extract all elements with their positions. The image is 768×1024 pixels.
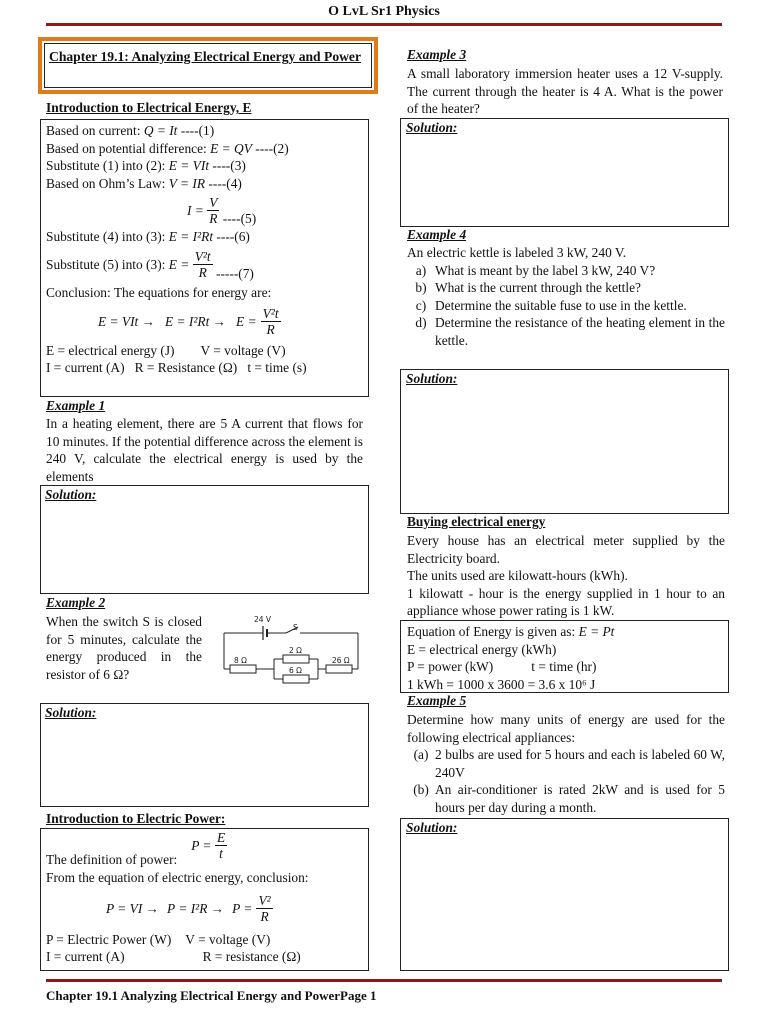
circuit-switch-label: S bbox=[293, 623, 298, 632]
example-4-item-d: d) Determine the resistance of the heating element in the kettle. bbox=[415, 315, 725, 348]
example-4-solution-label: Solution: bbox=[406, 371, 458, 386]
example-5-text: Determine how many units of energy are used for the following electrical appliances: bbox=[407, 712, 725, 745]
power-legend-2: I = current (A) R = resistance (Ω) bbox=[46, 949, 301, 965]
example-2-text: When the switch S is closed for 5 minutes, calculate the energy produced in the resistor of 6 Ω? bbox=[46, 614, 202, 682]
energy-line-2: Based on potential difference: E = QV ----(2) bbox=[46, 140, 289, 156]
example-4-solution-box bbox=[400, 369, 729, 514]
example-5-item-b: (b) An air-conditioner is rated 2kW and is used for 5 hours per day during a month. bbox=[413, 782, 725, 815]
power-intro-box bbox=[40, 828, 369, 971]
example-3-heading: Example 3 bbox=[407, 47, 467, 62]
energy-equation-line-3: P = power (kW) t = time (hr) bbox=[407, 659, 597, 675]
chapter-title: Chapter 19.1: Analyzing Electrical Energy and Power bbox=[49, 49, 361, 64]
circuit-battery-label: 24 V bbox=[254, 615, 272, 624]
power-intro-heading: Introduction to Electric Power: bbox=[46, 811, 226, 826]
example-3-solution-box bbox=[400, 118, 729, 227]
power-legend-1: P = Electric Power (W) V = voltage (V) bbox=[46, 931, 271, 947]
example-1-solution-label: Solution: bbox=[45, 487, 97, 502]
example-5-item-a: (a) 2 bulbs are used for 5 hours and each is labeled 60 W, 240V bbox=[413, 747, 725, 780]
energy-legend-2: I = current (A) R = Resistance (Ω) t = time (s) bbox=[46, 360, 307, 376]
energy-equation-line-1: Equation of Energy is given as: E = Pt bbox=[407, 624, 615, 639]
example-1-text: In a heating element, there are 5 A current that flows for 10 minutes. If the potential difference across the element is 240 V, calculate the electrical energy is used by the elements bbox=[46, 416, 363, 484]
power-conclusion: From the equation of electric energy, conclusion: bbox=[46, 870, 309, 885]
energy-line-7: Substitute (5) into (3): E = $\frac{\text{V²t}}{R}$ -----(7) bbox=[46, 249, 254, 282]
page-header-title: O LvL Sr1 Physics bbox=[328, 4, 440, 19]
power-definition: The definition of power: P = $\frac{E}{t}$ bbox=[46, 830, 226, 868]
buying-heading: Buying electrical energy bbox=[407, 514, 546, 529]
example-3-text: A small laboratory immersion heater uses a 12 V-supply. The current through the heater is 4 A. What is the power of the heater? bbox=[407, 66, 723, 117]
energy-line-4: Based on Ohm’s Law: V = IR ----(4) bbox=[46, 175, 242, 191]
buying-p3: 1 kilowatt - hour is the energy supplied in 1 hour to an appliance whose power rating is 1 kW. bbox=[407, 585, 725, 619]
page-footer: Chapter 19.1 Analyzing Electrical Energy and PowerPage 1 bbox=[46, 988, 377, 1003]
example-5-heading: Example 5 bbox=[407, 693, 467, 708]
footer-rule bbox=[46, 979, 722, 982]
example-4-item-b: b) What is the current through the kettle? bbox=[415, 280, 641, 296]
energy-line-6: Substitute (4) into (3): E = I²Rt ----(6) bbox=[46, 229, 250, 245]
power-summary-equations: P = VI → P = I²R → P = $\frac{\text{V²}}{R}$ bbox=[106, 893, 271, 925]
example-2-solution-box bbox=[40, 703, 369, 807]
chapter-title-box bbox=[38, 37, 378, 94]
circuit-r3-label: 6 Ω bbox=[289, 666, 302, 675]
header-rule bbox=[46, 23, 722, 26]
example-5-solution-label: Solution: bbox=[406, 820, 458, 835]
energy-line-3: Substitute (1) into (2): E = VIt ----(3) bbox=[46, 158, 246, 174]
energy-legend-1: E = electrical energy (J) V = voltage (V) bbox=[46, 342, 286, 358]
circuit-r2-label: 2 Ω bbox=[289, 646, 302, 655]
energy-equation-line-4: 1 kWh = 1000 x 3600 = 3.6 x 10⁶ J bbox=[407, 676, 596, 692]
energy-summary-equations: E = VIt → E = I²Rt → E = $\frac{\text{V²t}}{R}$ bbox=[98, 306, 279, 338]
example-1-solution-box bbox=[40, 485, 369, 594]
example-2-circuit-diagram bbox=[216, 611, 366, 691]
example-5-solution-box bbox=[400, 818, 729, 971]
energy-line-1: Based on current: Q = It ----(1) bbox=[46, 123, 215, 138]
example-4-item-a: a) What is meant by the label 3 kW, 240 V? bbox=[415, 262, 656, 278]
example-2-solution-label: Solution: bbox=[45, 705, 97, 720]
energy-equation-line-2: E = electrical energy (kWh) bbox=[407, 641, 557, 657]
circuit-r4-label: 26 Ω bbox=[332, 656, 350, 665]
example-3-solution-label: Solution: bbox=[406, 120, 458, 135]
buying-body bbox=[407, 532, 725, 620]
example-4-text: An electric kettle is labeled 3 kW, 240 V. bbox=[407, 245, 627, 260]
energy-intro-box bbox=[40, 119, 369, 397]
example-4-item-c: c) Determine the suitable fuse to use in the kettle. bbox=[415, 297, 687, 313]
example-5-body bbox=[407, 711, 725, 817]
energy-line-5: I = $\frac{V}{R}$ ----(5) bbox=[187, 194, 257, 226]
example-1-heading: Example 1 bbox=[46, 398, 106, 413]
energy-conclusion: Conclusion: The equations for energy are: bbox=[46, 284, 272, 300]
example-4-body bbox=[407, 244, 725, 350]
example-4-heading: Example 4 bbox=[407, 227, 467, 242]
energy-equation-box bbox=[400, 620, 729, 693]
example-2-heading: Example 2 bbox=[46, 595, 106, 610]
buying-p1: Every house has an electrical meter supplied by the Electricity board. bbox=[407, 533, 725, 566]
buying-p2: The units used are kilowatt-hours (kWh). bbox=[407, 568, 628, 584]
energy-intro-heading: Introduction to Electrical Energy, E bbox=[46, 100, 252, 115]
circuit-r1-label: 8 Ω bbox=[234, 656, 247, 665]
